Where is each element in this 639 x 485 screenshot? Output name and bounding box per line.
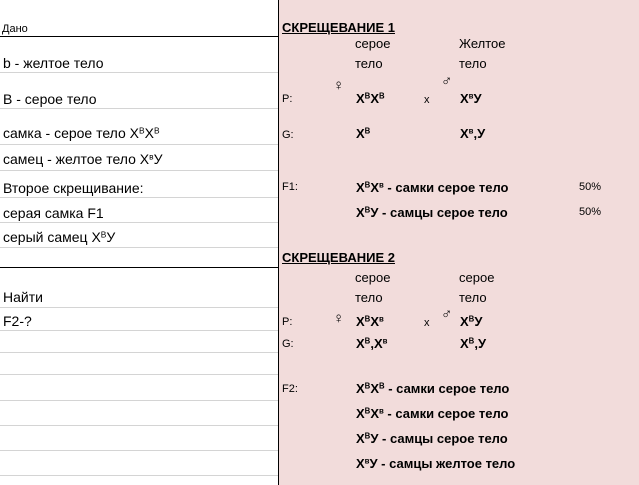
cross1-male-genotype: $X^вУ$	[460, 91, 482, 106]
cross2-male-genotype: $X^BУ$	[460, 314, 483, 329]
female-symbol-icon: ♀	[333, 77, 345, 94]
row-divider	[0, 475, 278, 476]
cross1-p-label: P:	[282, 93, 293, 105]
cross1-title: СКРЕЩЕВАНИЕ 1	[282, 20, 395, 35]
cross2-female-phenotype: серое	[355, 270, 391, 285]
cross2-f2-row: $X^вУ$ - самцы желтое тело	[356, 456, 516, 471]
cross1-f1-row: $X^BX^в$ - самки серое тело	[356, 180, 509, 195]
row-divider	[0, 72, 278, 73]
cross1-female-genotype: $X^BX^B$	[356, 91, 385, 106]
given-header: Дано	[2, 23, 28, 35]
row-divider	[0, 108, 278, 109]
cross2-f2-row: $X^BУ$ - самцы серое тело	[356, 431, 508, 446]
cross1-f1-percent: 50%	[579, 181, 602, 193]
cross2-x-sign: x	[424, 317, 430, 329]
cross1-f1-percent: 50%	[579, 206, 602, 218]
cross2-female-gametes: $X^B,X^в$	[356, 336, 388, 351]
cross1-x-sign: x	[424, 94, 430, 106]
cross1-f1-label: F1:	[282, 181, 298, 193]
cross1-male-phenotype: тело	[459, 56, 487, 71]
row-divider	[0, 450, 278, 451]
find-label: Найти	[3, 289, 43, 305]
row-divider	[0, 425, 278, 426]
cross1-female-phenotype: тело	[355, 56, 383, 71]
cross2-g-label: G:	[282, 338, 294, 350]
row-divider	[0, 222, 278, 223]
row-divider	[0, 307, 278, 308]
row-divider	[0, 170, 278, 171]
row-divider	[0, 36, 278, 37]
row-divider	[0, 400, 278, 401]
cross2-f2-row: $X^BX^B$ - самки серое тело	[356, 381, 510, 396]
given-male: самец - желтое тело $X^вУ$	[3, 151, 163, 167]
column-divider	[278, 0, 279, 485]
given-second-cross: Второе скрещивание:	[3, 180, 144, 196]
row-divider	[0, 197, 278, 198]
cross2-female-phenotype: тело	[355, 290, 383, 305]
row-divider	[0, 374, 278, 375]
row-divider	[0, 330, 278, 331]
cross1-male-gametes: $X^в,У$	[460, 126, 486, 141]
cross2-male-phenotype: серое	[459, 270, 495, 285]
given-grey-female: серая самка F1	[3, 205, 104, 221]
cross2-male-phenotype: тело	[459, 290, 487, 305]
row-divider	[0, 247, 278, 248]
cross1-male-phenotype: Желтое	[459, 36, 506, 51]
cross2-f2-row: $X^BX^в$ - самки серое тело	[356, 406, 509, 421]
female-symbol-icon: ♀	[333, 310, 345, 327]
cross2-f2-label: F2:	[282, 383, 298, 395]
row-divider	[0, 144, 278, 145]
row-divider	[0, 267, 278, 268]
cross2-p-label: P:	[282, 316, 293, 328]
given-grey-male: серый самец $X^BУ$	[3, 229, 116, 245]
cross2-male-gametes: $X^B,У$	[460, 336, 487, 351]
cross1-f1-row: $X^BУ$ - самцы серое тело	[356, 205, 508, 220]
given-b-gene: b - желтое тело	[3, 55, 104, 71]
find-f2: F2-?	[3, 313, 32, 329]
cross1-female-gamete: $X^B$	[356, 126, 371, 141]
given-B-gene: B - серое тело	[3, 91, 97, 107]
cross2-female-genotype: $X^BX^в$	[356, 314, 384, 329]
male-symbol-icon: ♂	[441, 306, 453, 323]
cross2-title: СКРЕЩЕВАНИЕ 2	[282, 250, 395, 265]
cross1-g-label: G:	[282, 129, 294, 141]
male-symbol-icon: ♂	[441, 73, 453, 90]
row-divider	[0, 352, 278, 353]
cross1-female-phenotype: серое	[355, 36, 391, 51]
given-female: самка - серое тело $X^BX^B$	[3, 125, 160, 141]
